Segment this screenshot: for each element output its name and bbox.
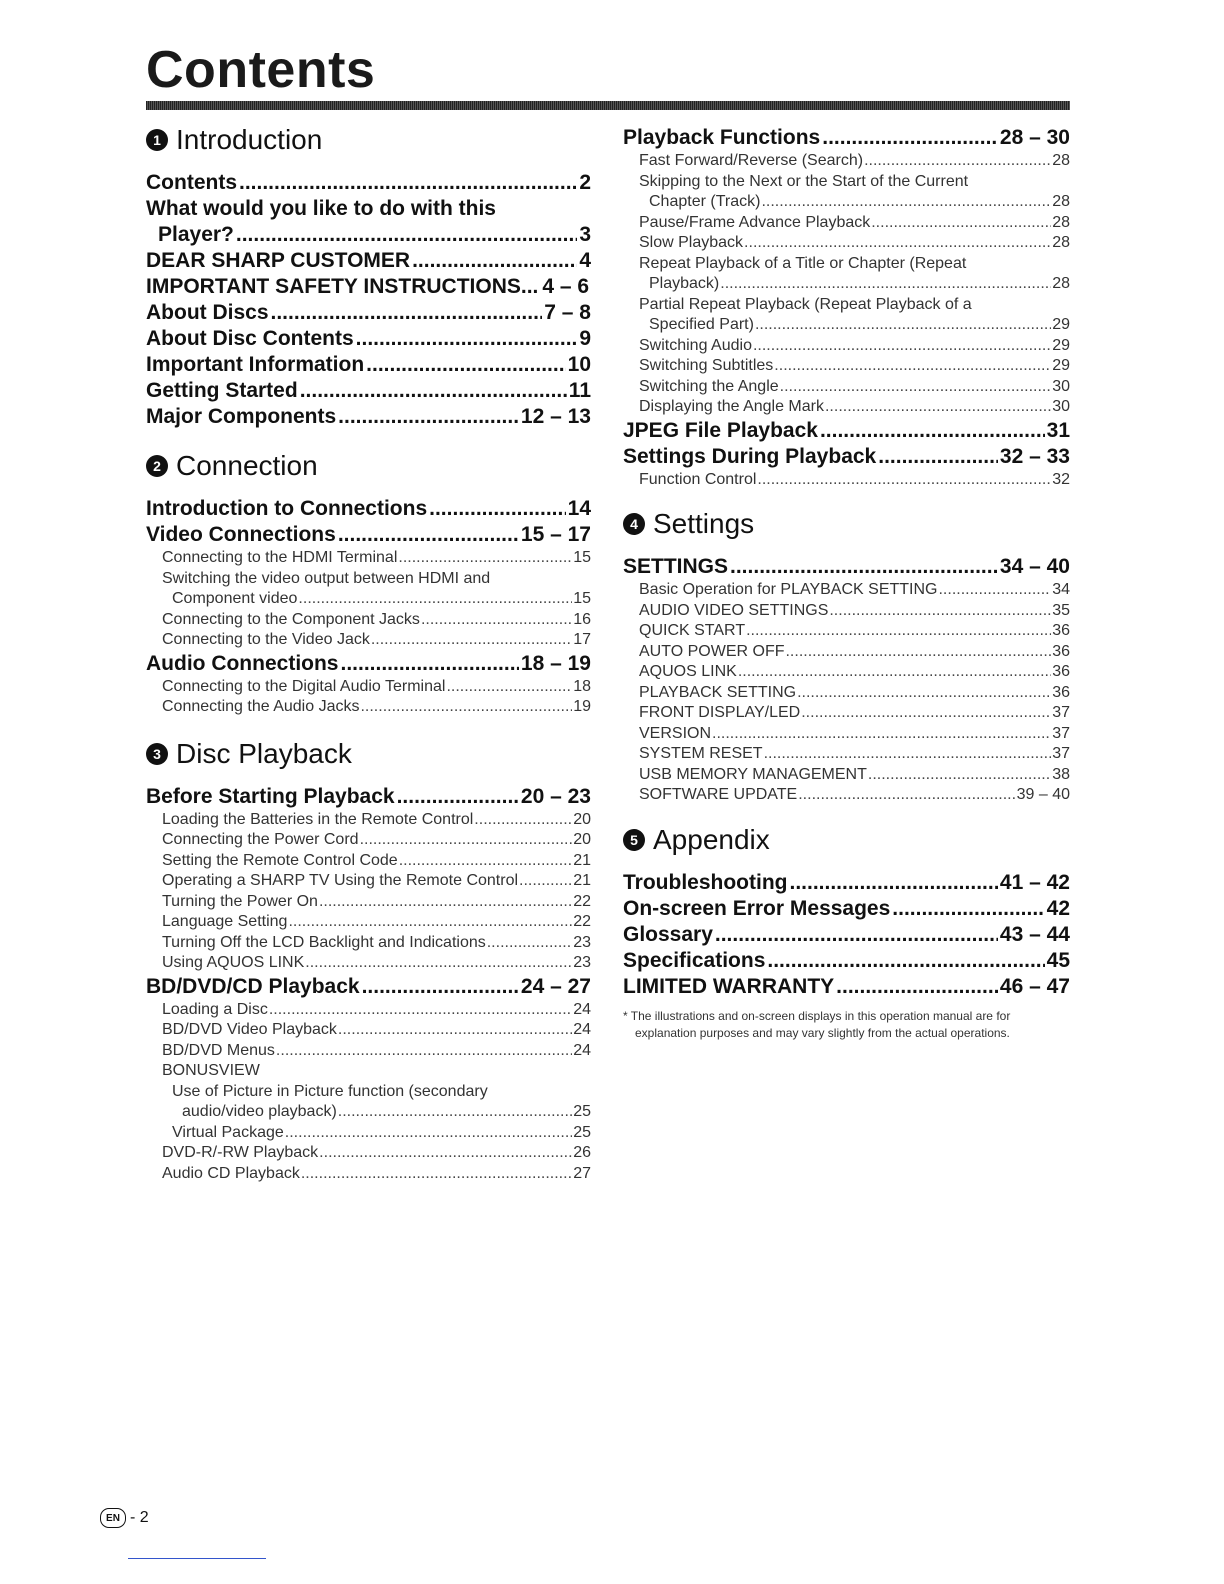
toc-page: 36	[1052, 622, 1070, 639]
leader-dots	[720, 274, 1051, 295]
toc-label: Chapter (Track)	[649, 193, 761, 210]
section-introduction	[146, 120, 591, 430]
leader-dots	[298, 589, 572, 610]
page-number-text: - 2	[130, 1509, 149, 1526]
toc-label: BD/DVD Video Playback	[162, 1021, 337, 1038]
toc-page: 34 – 40	[999, 555, 1070, 578]
toc-label: Specified Part)	[649, 316, 754, 333]
toc-page: 38	[1052, 765, 1070, 783]
toc-label: Function Control	[639, 470, 757, 488]
toc-sub-entry[interactable]	[146, 871, 591, 892]
toc-page: 36	[1052, 683, 1070, 701]
section-number-icon: 2	[146, 455, 168, 477]
section-number-icon: 5	[623, 829, 645, 851]
toc-label: BD/DVD Menus	[162, 1041, 275, 1059]
leader-dots	[764, 744, 1052, 765]
toc-label: Playback Functions	[623, 126, 821, 149]
toc-sub-entry[interactable]	[623, 274, 1070, 295]
toc-label: DEAR SHARP CUSTOMER	[146, 249, 411, 272]
leader-dots	[744, 233, 1051, 254]
toc-page: 2	[579, 171, 591, 194]
toc-page: 18	[573, 677, 591, 695]
leader-dots	[878, 444, 998, 470]
toc-page: 29	[1052, 357, 1070, 374]
page-number	[100, 1508, 149, 1528]
toc-label: QUICK START	[639, 622, 746, 639]
toc-sub-entry[interactable]	[146, 851, 591, 872]
leader-dots	[276, 1041, 572, 1062]
leader-dots	[285, 1123, 572, 1144]
toc-sub-entry[interactable]	[623, 151, 1070, 172]
section-heading	[623, 504, 1070, 544]
leader-dots	[446, 677, 572, 698]
toc-page: 37	[1052, 745, 1070, 762]
toc-label: AQUOS LINK	[639, 663, 737, 680]
leader-dots	[820, 418, 1045, 444]
leader-dots	[338, 1020, 572, 1041]
toc-page: 14	[567, 497, 591, 520]
toc-label: DVD-R/-RW Playback	[162, 1144, 319, 1161]
toc-sub-entry[interactable]	[623, 470, 1070, 491]
toc-sub-entry[interactable]	[146, 953, 591, 974]
toc-entry-major-components[interactable]	[146, 404, 591, 430]
leader-dots	[319, 1143, 572, 1164]
toc-label: Switching Subtitles	[639, 357, 774, 374]
toc-entry-specifications[interactable]	[623, 948, 1070, 974]
toc-sub-entry[interactable]	[146, 697, 591, 718]
toc-label: Major Components	[146, 405, 337, 428]
toc-page: 21	[573, 872, 591, 889]
toc-sub-entry[interactable]	[146, 912, 591, 933]
leader-dots	[341, 651, 519, 677]
toc-sub-entry[interactable]	[146, 830, 591, 851]
toc-page: 36	[1052, 663, 1070, 680]
toc-page: 4 – 6	[542, 275, 590, 298]
toc-sub-entry[interactable]	[623, 336, 1070, 357]
leader-dots	[801, 703, 1051, 724]
toc-page: 28	[1052, 234, 1070, 251]
toc-label: Language Setting	[162, 913, 288, 930]
toc-label: VERSION	[639, 724, 712, 742]
leader-dots	[871, 213, 1051, 234]
leader-dots	[836, 974, 998, 1000]
toc-page: 23	[573, 954, 591, 971]
toc-entry-player[interactable]	[146, 222, 591, 248]
toc-page: 9	[579, 327, 591, 350]
toc-page: 24 – 27	[520, 974, 591, 998]
toc-sub-entry[interactable]	[146, 1000, 591, 1021]
leader-dots	[738, 662, 1051, 683]
section-title: Introduction	[176, 124, 323, 155]
toc-page: 10	[567, 353, 591, 376]
toc-entry-safety[interactable]	[146, 274, 591, 300]
toc-sub-entry[interactable]	[623, 662, 1070, 683]
toc-label: USB MEMORY MANAGEMENT	[639, 765, 867, 783]
toc-label: Component video	[172, 590, 298, 607]
leader-dots	[730, 554, 998, 580]
toc-entry-bd-playback[interactable]	[146, 974, 591, 1000]
toc-label: On-screen Error Messages	[623, 896, 891, 920]
toc-label: Displaying the Angle Mark	[639, 398, 824, 415]
toc-label: IMPORTANT SAFETY INSTRUCTIONS...	[146, 275, 539, 298]
toc-label: Basic Operation for PLAYBACK SETTING	[639, 581, 938, 598]
toc-page: 43 – 44	[999, 922, 1070, 946]
language-badge-icon: EN	[100, 1508, 126, 1528]
toc-entry-contents[interactable]	[146, 170, 591, 196]
toc-entry-important-info[interactable]	[146, 352, 591, 378]
leader-dots	[362, 974, 519, 1000]
toc-page: 19	[573, 698, 591, 715]
toc-sub-heading[interactable]: BONUSVIEW	[162, 1062, 260, 1079]
toc-sub-entry-line[interactable]: Switching the video output between HDMI and	[162, 569, 491, 587]
leader-dots	[399, 851, 573, 872]
page-title: Contents	[146, 41, 376, 99]
leader-dots	[371, 630, 572, 651]
section-appendix	[623, 820, 1070, 1000]
toc-page: 16	[573, 610, 591, 628]
toc-sub-entry[interactable]	[623, 377, 1070, 398]
section-settings	[623, 504, 1070, 806]
leader-dots	[868, 765, 1051, 786]
toc-entry-dear-customer[interactable]	[146, 248, 591, 274]
toc-label: Important Information	[146, 353, 365, 376]
toc-page: 23	[573, 933, 591, 951]
toc-sub-entry[interactable]	[623, 621, 1070, 642]
toc-label: Playback)	[649, 275, 720, 292]
toc-page: 32 – 33	[999, 444, 1070, 468]
leader-dots	[338, 404, 519, 430]
toc-sub-entry-line[interactable]: Partial Repeat Playback (Repeat Playback of a	[639, 295, 972, 313]
section-title: Appendix	[653, 823, 770, 855]
toc-label: FRONT DISPLAY/LED	[639, 704, 801, 721]
toc-page: 28	[1052, 193, 1070, 210]
toc-label: PLAYBACK SETTING	[639, 683, 797, 701]
toc-label: Audio Connections	[146, 651, 339, 675]
leader-dots	[892, 896, 1044, 922]
section-connection	[146, 446, 591, 718]
toc-entry-before-playback[interactable]	[146, 784, 591, 810]
toc-page: 42	[1046, 896, 1070, 920]
bottom-divider	[128, 1558, 266, 1559]
toc-entry-about-discs[interactable]	[146, 300, 591, 326]
toc-page: 30	[1052, 377, 1070, 395]
toc-label: Operating a SHARP TV Using the Remote Control	[162, 872, 519, 889]
leader-dots	[797, 683, 1051, 704]
leader-dots	[753, 336, 1051, 357]
toc-label: About Disc Contents	[146, 327, 354, 350]
toc-label: SYSTEM RESET	[639, 745, 763, 762]
leader-dots	[864, 151, 1051, 172]
toc-label: audio/video playback)	[182, 1103, 337, 1120]
leader-dots	[239, 170, 577, 196]
section-heading	[146, 446, 591, 486]
toc-sub-entry[interactable]	[623, 213, 1070, 234]
toc-sub-entry-line[interactable]: Use of Picture in Picture function (secondary	[172, 1082, 488, 1100]
toc-entry-error-messages[interactable]	[623, 896, 1070, 922]
footnote: * The illustrations and on-screen displays in this operation manual are for explanation purposes and may vary slightly from the actual operations.	[623, 1008, 1011, 1040]
toc-page: 28	[1052, 152, 1070, 169]
leader-dots	[398, 548, 572, 569]
leader-dots	[269, 1000, 572, 1021]
leader-dots	[236, 222, 577, 248]
toc-page: 20	[573, 831, 591, 848]
leader-dots	[300, 378, 567, 404]
toc-label: AUDIO VIDEO SETTINGS	[639, 601, 829, 619]
toc-page: 20	[573, 810, 591, 828]
toc-sub-entry[interactable]	[146, 589, 591, 610]
leader-dots	[271, 300, 543, 326]
toc-label: Specifications	[623, 948, 766, 972]
toc-label: Video Connections	[146, 523, 336, 546]
toc-entry-intro-connections[interactable]	[146, 496, 591, 522]
toc-label: AUTO POWER OFF	[639, 642, 785, 660]
toc-label: Settings During Playback	[623, 444, 877, 468]
leader-dots	[519, 871, 572, 892]
toc-page: 20 – 23	[520, 784, 591, 808]
toc-page: 29	[1052, 336, 1070, 354]
toc-page: 28 – 30	[999, 126, 1070, 149]
toc-label: SOFTWARE UPDATE	[639, 786, 798, 803]
toc-sub-entry[interactable]	[623, 580, 1070, 601]
toc-label: Audio CD Playback	[162, 1164, 300, 1182]
toc-sub-entry[interactable]	[623, 315, 1070, 336]
toc-label: Using AQUOS LINK	[162, 954, 305, 971]
toc-page: 39 – 40	[1016, 786, 1070, 803]
toc-label: Connecting the Audio Jacks	[162, 698, 360, 715]
toc-page: 34	[1052, 581, 1070, 598]
toc-sub-entry[interactable]	[623, 601, 1070, 622]
toc-page: 15	[573, 590, 591, 607]
toc-label: Turning the Power On	[162, 892, 318, 910]
toc-label: Pause/Frame Advance Playback	[639, 213, 871, 231]
toc-label: Slow Playback	[639, 234, 744, 251]
toc-label: Switching Audio	[639, 336, 752, 354]
leader-dots	[789, 870, 997, 896]
leader-dots	[829, 601, 1051, 622]
toc-label: Connecting to the Video Jack	[162, 631, 370, 648]
toc-sub-entry[interactable]	[146, 1102, 591, 1123]
toc-page: 15	[573, 549, 591, 566]
toc-page: 31	[1046, 418, 1070, 442]
toc-page: 30	[1052, 398, 1070, 415]
left-column	[146, 120, 591, 1188]
toc-sub-entry[interactable]	[146, 610, 591, 631]
toc-entry-glossary[interactable]	[623, 922, 1070, 948]
toc-page: 24	[573, 1000, 591, 1018]
leader-dots	[715, 922, 998, 948]
toc-sub-entry[interactable]	[623, 192, 1070, 213]
toc-page: 27	[573, 1164, 591, 1182]
leader-dots	[429, 496, 566, 522]
toc-page: 4	[579, 249, 591, 272]
toc-entry-disc-contents[interactable]	[146, 326, 591, 352]
leader-dots	[397, 784, 519, 810]
toc-sub-entry[interactable]	[623, 703, 1070, 724]
leader-dots	[487, 933, 572, 954]
toc-sub-entry[interactable]	[146, 548, 591, 569]
toc-page: 28	[1052, 213, 1070, 231]
toc-page: 15 – 17	[520, 523, 591, 546]
toc-sub-entry[interactable]	[146, 1123, 591, 1144]
section-number-icon: 4	[623, 513, 645, 535]
toc-page: 37	[1052, 724, 1070, 742]
section-disc-playback	[146, 734, 591, 1185]
toc-sub-entry[interactable]	[146, 1041, 591, 1062]
toc-sub-entry[interactable]	[146, 933, 591, 954]
leader-dots	[288, 912, 572, 933]
toc-page: 37	[1052, 704, 1070, 721]
toc-entry-settings[interactable]	[623, 554, 1070, 580]
toc-page: 18 – 19	[520, 651, 591, 675]
toc-page: 24	[573, 1041, 591, 1059]
toc-sub-entry[interactable]	[623, 233, 1070, 254]
title-rule	[146, 101, 1070, 110]
toc-sub-entry[interactable]	[146, 630, 591, 651]
leader-dots	[305, 953, 572, 974]
toc-label: Loading the Batteries in the Remote Control	[162, 810, 474, 828]
toc-label: Switching the Angle	[639, 377, 779, 395]
toc-page: 41 – 42	[999, 870, 1070, 894]
leader-dots	[798, 785, 1015, 806]
leader-dots	[767, 948, 1044, 974]
toc-page: 25	[573, 1103, 591, 1120]
leader-dots	[761, 192, 1051, 213]
toc-page: 28	[1052, 275, 1070, 292]
toc-label: Connecting the Power Cord	[162, 831, 359, 848]
toc-entry-troubleshooting[interactable]	[623, 870, 1070, 896]
toc-page: 26	[573, 1144, 591, 1161]
leader-dots	[822, 125, 998, 151]
toc-sub-entry[interactable]	[623, 744, 1070, 765]
leader-dots	[474, 810, 572, 831]
toc-page: 45	[1046, 948, 1070, 972]
toc-sub-entry[interactable]	[623, 785, 1070, 806]
toc-entry-playback-functions[interactable]	[623, 125, 1070, 151]
toc-label: Connecting to the Digital Audio Terminal	[162, 677, 446, 695]
toc-sub-entry[interactable]	[623, 683, 1070, 704]
leader-dots	[755, 315, 1051, 336]
toc-sub-entry[interactable]	[623, 356, 1070, 377]
toc-label: Turning Off the LCD Backlight and Indications	[162, 933, 486, 951]
toc-sub-entry-line[interactable]: Skipping to the Next or the Start of the Current	[639, 172, 969, 190]
toc-page: 22	[573, 892, 591, 910]
toc-label: Troubleshooting	[623, 870, 788, 894]
section-title: Connection	[176, 450, 318, 481]
toc-page: 22	[573, 913, 591, 930]
toc-sub-entry[interactable]	[623, 765, 1070, 786]
section-heading	[146, 734, 591, 774]
toc-sub-entry-line[interactable]: Repeat Playback of a Title or Chapter (Repeat	[639, 254, 967, 272]
section-heading	[623, 820, 1070, 860]
toc-page: 36	[1052, 642, 1070, 660]
toc-entry-line[interactable]: What would you like to do with this	[146, 197, 496, 220]
leader-dots	[412, 248, 577, 274]
toc-sub-entry[interactable]	[146, 677, 591, 698]
toc-page: 24	[573, 1021, 591, 1038]
toc-page: 21	[573, 851, 591, 869]
leader-dots	[746, 621, 1051, 642]
toc-label: BD/DVD/CD Playback	[146, 974, 360, 998]
leader-dots	[712, 724, 1051, 745]
toc-sub-entry[interactable]	[146, 1164, 591, 1185]
toc-entry-jpeg[interactable]	[623, 418, 1070, 444]
leader-dots	[356, 326, 578, 352]
toc-sub-entry[interactable]	[146, 810, 591, 831]
toc-entry-warranty[interactable]	[623, 974, 1070, 1000]
toc-label: Virtual Package	[172, 1123, 284, 1141]
leader-dots	[825, 397, 1051, 418]
toc-label: Contents	[146, 171, 237, 194]
toc-entry-video-connections[interactable]	[146, 522, 591, 548]
toc-label: Introduction to Connections	[146, 497, 428, 520]
section-number-icon: 3	[146, 743, 168, 765]
toc-sub-entry[interactable]	[146, 892, 591, 913]
leader-dots	[421, 610, 572, 631]
leader-dots	[360, 830, 573, 851]
toc-label: Glossary	[623, 922, 713, 946]
section-title: Disc Playback	[176, 737, 352, 769]
toc-page: 29	[1052, 316, 1070, 333]
leader-dots	[780, 377, 1052, 398]
toc-label: Getting Started	[146, 379, 298, 402]
toc-sub-entry[interactable]	[146, 1143, 591, 1164]
toc-label: LIMITED WARRANTY	[623, 974, 835, 998]
section-title: Settings	[653, 508, 755, 539]
toc-sub-entry[interactable]	[623, 724, 1070, 745]
leader-dots	[938, 580, 1051, 601]
toc-label: SETTINGS	[623, 555, 729, 578]
toc-label: JPEG File Playback	[623, 418, 818, 442]
leader-dots	[338, 522, 519, 548]
leader-dots	[366, 352, 565, 378]
toc-label: Before Starting Playback	[146, 784, 395, 808]
toc-sub-entry[interactable]	[146, 1020, 591, 1041]
toc-page: 12 – 13	[520, 405, 591, 428]
toc-page: 32	[1052, 470, 1070, 488]
toc-sub-entry[interactable]	[623, 642, 1070, 663]
toc-page: 3	[579, 223, 591, 246]
right-column	[623, 125, 1070, 1042]
leader-dots	[319, 892, 572, 913]
toc-page: 35	[1052, 601, 1070, 619]
leader-dots	[360, 697, 572, 718]
toc-label: Loading a Disc	[162, 1000, 268, 1018]
leader-dots	[757, 470, 1051, 491]
section-heading	[146, 120, 591, 160]
leader-dots	[338, 1102, 572, 1123]
toc-entry-settings-during-playback[interactable]	[623, 444, 1070, 470]
toc-sub-entry[interactable]	[623, 397, 1070, 418]
toc-page: 46 – 47	[999, 974, 1070, 998]
toc-label: Setting the Remote Control Code	[162, 851, 398, 869]
leader-dots	[301, 1164, 572, 1185]
toc-label: Connecting to the Component Jacks	[162, 610, 420, 628]
toc-label: Connecting to the HDMI Terminal	[162, 549, 398, 566]
leader-dots	[774, 356, 1051, 377]
toc-page: 25	[573, 1123, 591, 1141]
toc-page: 7 – 8	[544, 301, 591, 324]
toc-label: About Discs	[146, 301, 269, 324]
section-number-icon: 1	[146, 129, 168, 151]
toc-entry-getting-started[interactable]	[146, 378, 591, 404]
toc-page: 11	[568, 379, 591, 402]
toc-label: Player?	[158, 223, 234, 246]
toc-page: 17	[573, 631, 591, 648]
toc-entry-audio-connections[interactable]	[146, 651, 591, 677]
toc-label: Fast Forward/Reverse (Search)	[639, 152, 864, 169]
leader-dots	[785, 642, 1051, 663]
